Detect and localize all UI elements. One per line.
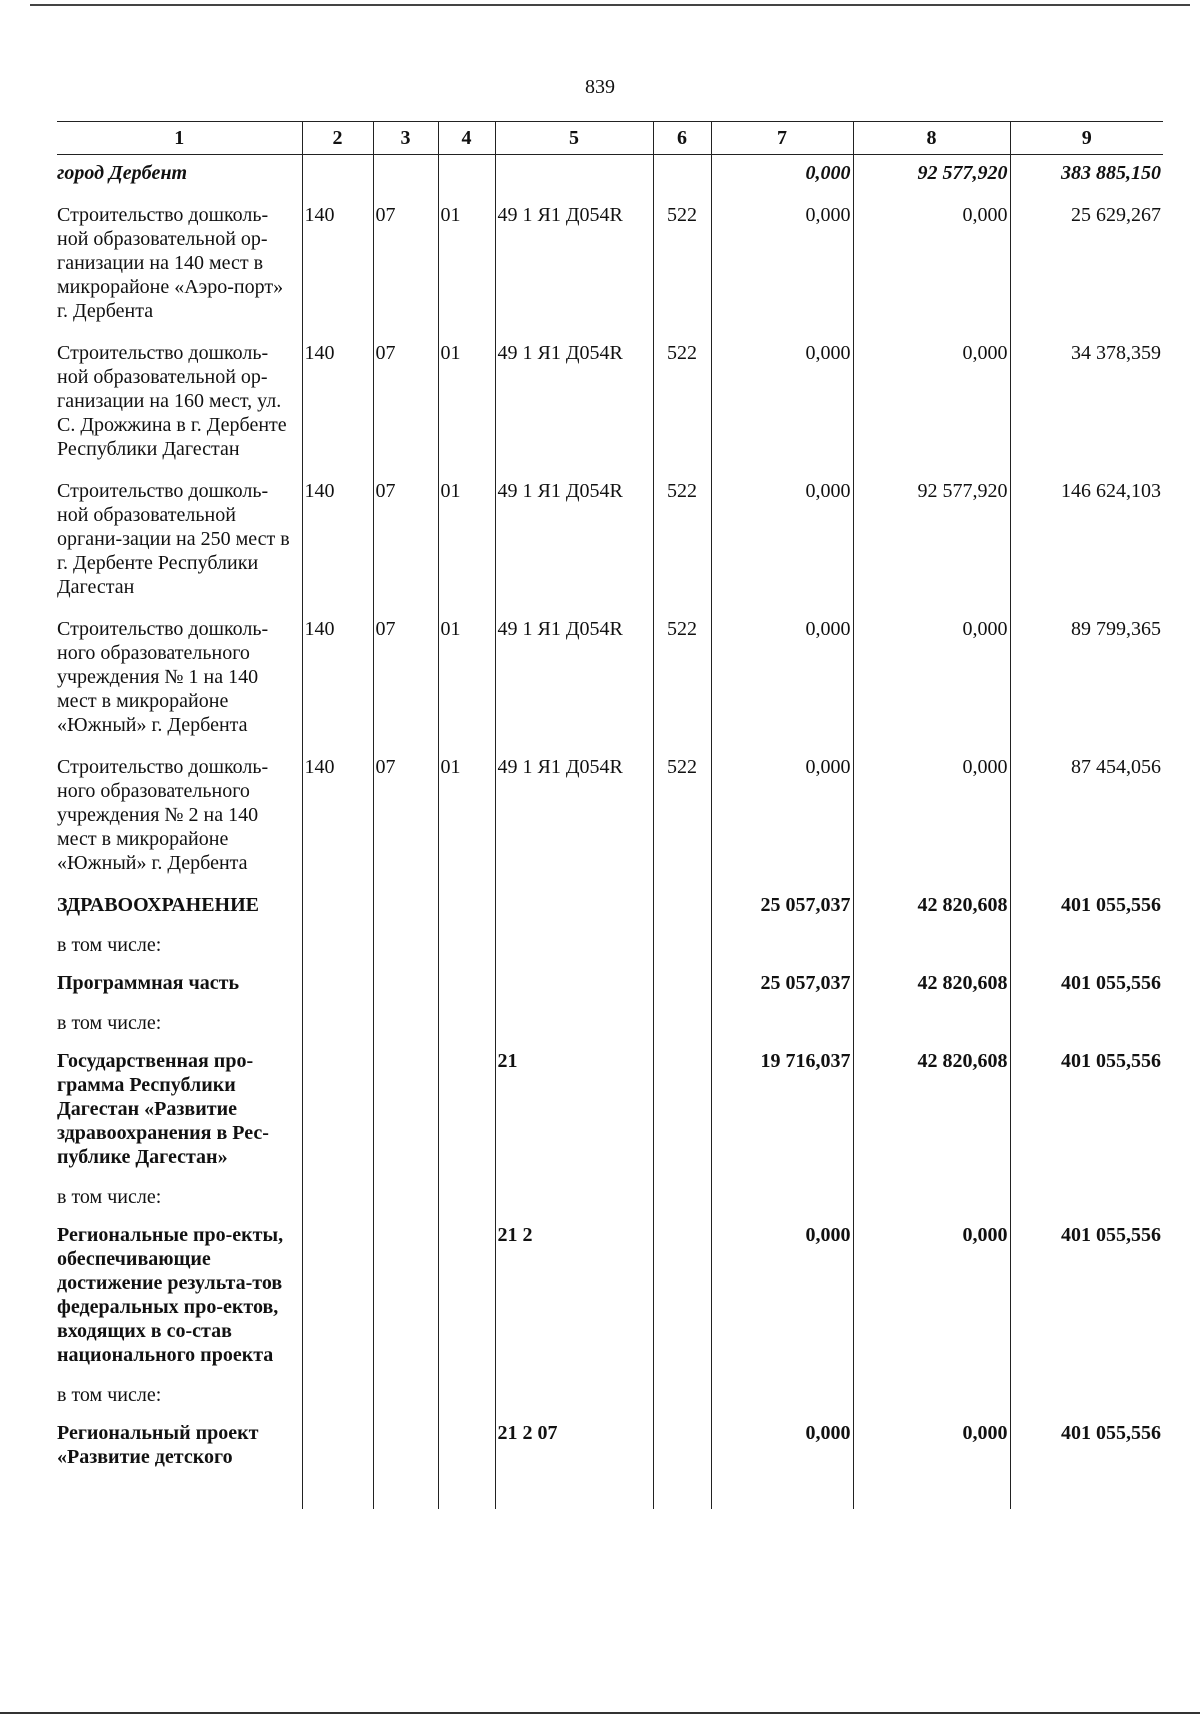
- amount-col7-cell: 25 057,037: [711, 887, 853, 929]
- section-cell: 07: [373, 611, 438, 749]
- amount-col8-cell: 0,000: [853, 749, 1010, 887]
- table-row: [57, 1007, 1163, 1043]
- subsection-cell: 01: [438, 473, 495, 611]
- target-article-cell: 49 1 Я1 Д054R: [495, 749, 653, 887]
- expense-type-cell: 522: [653, 335, 711, 473]
- code-cell: [302, 965, 373, 1007]
- amount-col8-cell: 0,000: [853, 1415, 1010, 1509]
- expense-type-cell: [653, 1415, 711, 1509]
- expense-type-cell: [653, 1181, 711, 1217]
- expense-type-cell: [653, 1007, 711, 1043]
- column-header: 9: [1010, 122, 1163, 155]
- code-cell: [302, 155, 373, 198]
- table-row: [57, 1379, 1163, 1415]
- target-article-cell: 49 1 Я1 Д054R: [495, 197, 653, 335]
- amount-col9-cell: 25 629,267: [1010, 197, 1163, 335]
- target-article-cell: 21 2 07: [495, 1415, 653, 1509]
- table-row: [57, 749, 1163, 887]
- expense-type-cell: [653, 965, 711, 1007]
- section-cell: [373, 1043, 438, 1181]
- amount-col7-cell: 0,000: [711, 1217, 853, 1379]
- expense-type-cell: 522: [653, 611, 711, 749]
- amount-col9-cell: 89 799,365: [1010, 611, 1163, 749]
- subsection-cell: [438, 155, 495, 198]
- expense-type-cell: [653, 1379, 711, 1415]
- amount-col8-cell: [853, 1181, 1010, 1217]
- amount-col8-cell: 42 820,608: [853, 965, 1010, 1007]
- subsection-cell: 01: [438, 335, 495, 473]
- section-cell: 07: [373, 197, 438, 335]
- amount-col9-cell: 401 055,556: [1010, 965, 1163, 1007]
- expense-type-cell: [653, 887, 711, 929]
- code-cell: 140: [302, 749, 373, 887]
- target-article-cell: 49 1 Я1 Д054R: [495, 611, 653, 749]
- amount-col7-cell: 0,000: [711, 1415, 853, 1509]
- expense-type-cell: 522: [653, 749, 711, 887]
- code-cell: [302, 887, 373, 929]
- subsection-cell: [438, 1217, 495, 1379]
- amount-col9-cell: [1010, 1007, 1163, 1043]
- subsection-cell: [438, 1181, 495, 1217]
- subsection-cell: [438, 1379, 495, 1415]
- amount-col9-cell: [1010, 1379, 1163, 1415]
- amount-col7-cell: 0,000: [711, 749, 853, 887]
- column-header: 8: [853, 122, 1010, 155]
- amount-col9-cell: 146 624,103: [1010, 473, 1163, 611]
- section-cell: [373, 1181, 438, 1217]
- amount-col7-cell: 0,000: [711, 473, 853, 611]
- code-cell: 140: [302, 473, 373, 611]
- subsection-cell: 01: [438, 749, 495, 887]
- amount-col8-cell: 42 820,608: [853, 1043, 1010, 1181]
- section-cell: 07: [373, 749, 438, 887]
- table-row: [57, 965, 1163, 1007]
- code-cell: [302, 1043, 373, 1181]
- section-cell: [373, 929, 438, 965]
- code-cell: 140: [302, 335, 373, 473]
- row-name-cell: в том числе:: [57, 934, 162, 956]
- amount-col9-cell: 401 055,556: [1010, 1415, 1163, 1509]
- column-header: 5: [495, 122, 653, 155]
- subsection-cell: 01: [438, 611, 495, 749]
- amount-col8-cell: 0,000: [853, 1217, 1010, 1379]
- amount-col7-cell: 25 057,037: [711, 965, 853, 1007]
- row-name-cell: Строительство дошколь-ной образовательной ор-ганизации на 140 мест в микрорайоне «Аэро-порт» г. Дербента: [57, 204, 284, 322]
- amount-col8-cell: [853, 1379, 1010, 1415]
- expense-type-cell: 522: [653, 197, 711, 335]
- amount-col7-cell: [711, 929, 853, 965]
- table-row: [57, 1217, 1163, 1379]
- budget-table: [57, 121, 1163, 1509]
- target-article-cell: [495, 1007, 653, 1043]
- amount-col8-cell: 0,000: [853, 611, 1010, 749]
- subsection-cell: [438, 887, 495, 929]
- column-header: 2: [302, 122, 373, 155]
- table-row: [57, 929, 1163, 965]
- amount-col7-cell: [711, 1007, 853, 1043]
- amount-col8-cell: 42 820,608: [853, 887, 1010, 929]
- table-row: [57, 887, 1163, 929]
- code-cell: 140: [302, 197, 373, 335]
- code-cell: [302, 1415, 373, 1509]
- subsection-cell: [438, 929, 495, 965]
- table-row: [57, 155, 1163, 198]
- amount-col7-cell: 0,000: [711, 611, 853, 749]
- code-cell: [302, 929, 373, 965]
- target-article-cell: 49 1 Я1 Д054R: [495, 335, 653, 473]
- row-name-cell: Строительство дошколь-ного образовательного учреждения № 2 на 140 мест в микрорайоне «Южный» г. Дербента: [57, 756, 269, 874]
- amount-col9-cell: 87 454,056: [1010, 749, 1163, 887]
- column-header: 3: [373, 122, 438, 155]
- amount-col7-cell: 0,000: [711, 155, 853, 198]
- target-article-cell: [495, 887, 653, 929]
- expense-type-cell: [653, 1217, 711, 1379]
- expense-type-cell: [653, 1043, 711, 1181]
- page-number: 839: [585, 76, 615, 98]
- amount-col9-cell: [1010, 929, 1163, 965]
- target-article-cell: [495, 929, 653, 965]
- top-scan-edge: [30, 4, 1190, 6]
- amount-col8-cell: [853, 1007, 1010, 1043]
- expense-type-cell: [653, 155, 711, 198]
- row-name-cell: в том числе:: [57, 1186, 162, 1208]
- section-cell: [373, 155, 438, 198]
- target-article-cell: 21 2: [495, 1217, 653, 1379]
- target-article-cell: [495, 1181, 653, 1217]
- amount-col7-cell: [711, 1181, 853, 1217]
- table-body: [57, 155, 1163, 1510]
- column-header: 4: [438, 122, 495, 155]
- section-cell: [373, 1379, 438, 1415]
- row-name-cell: ЗДРАВООХРАНЕНИЕ: [57, 894, 259, 916]
- table-row: [57, 473, 1163, 611]
- amount-col7-cell: 0,000: [711, 197, 853, 335]
- column-header: 7: [711, 122, 853, 155]
- table-row: [57, 1043, 1163, 1181]
- section-cell: [373, 1007, 438, 1043]
- code-cell: [302, 1181, 373, 1217]
- header-row: [57, 122, 1163, 155]
- amount-col7-cell: 0,000: [711, 335, 853, 473]
- section-cell: [373, 965, 438, 1007]
- amount-col9-cell: 401 055,556: [1010, 887, 1163, 929]
- column-header: 1: [57, 122, 302, 155]
- row-name-cell: Программная часть: [57, 972, 240, 994]
- amount-col9-cell: [1010, 1181, 1163, 1217]
- amount-col7-cell: 19 716,037: [711, 1043, 853, 1181]
- amount-col9-cell: 401 055,556: [1010, 1043, 1163, 1181]
- amount-col9-cell: 34 378,359: [1010, 335, 1163, 473]
- row-name-cell: Строительство дошколь-ной образовательной органи-зации на 250 мест в г. Дербенте Республики Дагестан: [57, 480, 290, 598]
- subsection-cell: [438, 965, 495, 1007]
- section-cell: [373, 1415, 438, 1509]
- target-article-cell: [495, 965, 653, 1007]
- bottom-scan-edge: [0, 1712, 1200, 1714]
- code-cell: [302, 1217, 373, 1379]
- amount-col8-cell: 92 577,920: [853, 155, 1010, 198]
- subsection-cell: [438, 1415, 495, 1509]
- code-cell: [302, 1007, 373, 1043]
- row-name-cell: Строительство дошколь-ной образовательной ор-ганизации на 160 мест, ул. С. Дрожжина в г. Дербенте Республики Дагестан: [57, 342, 287, 460]
- row-name-cell: Региональный проект «Развитие детского: [57, 1422, 259, 1468]
- row-name-cell: в том числе:: [57, 1384, 162, 1406]
- target-article-cell: 21: [495, 1043, 653, 1181]
- amount-col8-cell: [853, 929, 1010, 965]
- row-name-cell: Государственная про-грамма Республики Дагестан «Развитие здравоохранения в Рес-публике Дагестан»: [57, 1050, 269, 1168]
- code-cell: [302, 1379, 373, 1415]
- row-name-cell: в том числе:: [57, 1012, 162, 1034]
- table-row: [57, 611, 1163, 749]
- target-article-cell: [495, 155, 653, 198]
- row-name-cell: Строительство дошколь-ного образовательного учреждения № 1 на 140 мест в микрорайоне «Южный» г. Дербента: [57, 618, 269, 736]
- subsection-cell: 01: [438, 197, 495, 335]
- subsection-cell: [438, 1007, 495, 1043]
- column-header: 6: [653, 122, 711, 155]
- section-cell: [373, 1217, 438, 1379]
- amount-col9-cell: 383 885,150: [1010, 155, 1163, 198]
- code-cell: 140: [302, 611, 373, 749]
- amount-col8-cell: 0,000: [853, 335, 1010, 473]
- amount-col8-cell: 0,000: [853, 197, 1010, 335]
- amount-col7-cell: [711, 1379, 853, 1415]
- section-cell: 07: [373, 335, 438, 473]
- amount-col9-cell: 401 055,556: [1010, 1217, 1163, 1379]
- subsection-cell: [438, 1043, 495, 1181]
- target-article-cell: [495, 1379, 653, 1415]
- expense-type-cell: [653, 929, 711, 965]
- table-row: [57, 197, 1163, 335]
- amount-col8-cell: 92 577,920: [853, 473, 1010, 611]
- section-cell: [373, 887, 438, 929]
- row-name-cell: город Дербент: [57, 162, 188, 184]
- section-cell: 07: [373, 473, 438, 611]
- table-row: [57, 1415, 1163, 1509]
- row-name-cell: Региональные про-екты, обеспечивающие достижение результа-тов федеральных про-ектов, входящих в со-став национального проекта: [57, 1224, 284, 1366]
- table-row: [57, 1181, 1163, 1217]
- table-row: [57, 335, 1163, 473]
- target-article-cell: 49 1 Я1 Д054R: [495, 473, 653, 611]
- expense-type-cell: 522: [653, 473, 711, 611]
